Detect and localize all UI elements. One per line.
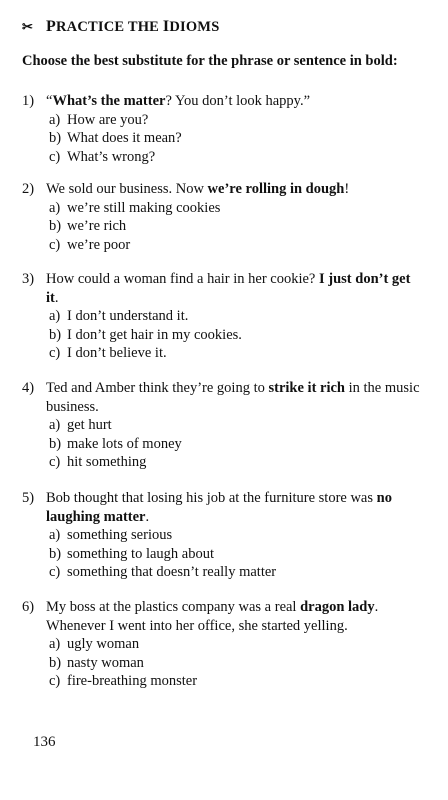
section-header <box>22 18 219 36</box>
page-number: 136 <box>33 734 56 750</box>
option-a[interactable]: a) get hurt <box>49 417 112 433</box>
question-stem: Ted and Amber think they’re going to strike it rich in the music business. <box>46 380 420 415</box>
option-c[interactable]: c) hit something <box>49 454 147 470</box>
option-c[interactable]: c) I don’t believe it. <box>49 345 167 361</box>
question-number: 2) <box>22 181 35 197</box>
option-c[interactable]: c) we’re poor <box>49 236 131 253</box>
question-stem: We sold our business. Now we’re rolling in dough! <box>46 181 350 197</box>
header-initial-2: I <box>162 18 170 35</box>
option-a[interactable]: a) we’re still making cookies <box>49 199 221 216</box>
option-b[interactable]: b) something to laugh about <box>49 545 214 562</box>
idiom-phrase: I just don’t get it <box>46 271 411 306</box>
question-number: 3) <box>22 271 35 287</box>
idiom-phrase: strike it rich <box>268 380 345 396</box>
option-b[interactable]: b) What does it mean? <box>49 130 182 146</box>
option-a[interactable]: a) ugly woman <box>49 636 140 652</box>
question-number: 5) <box>22 490 35 506</box>
question-stem: My boss at the plastics company was a real dragon lady. Whenever I went into her office, she started yelling. <box>46 599 379 634</box>
option-b[interactable]: b) make lots of money <box>49 435 182 452</box>
question-stem: Bob thought that losing his job at the furniture store was no laughing matter. <box>46 490 392 525</box>
question-number: 6) <box>22 599 35 615</box>
option-c[interactable]: c) something that doesn’t really matter <box>49 564 277 580</box>
header-text-1: RACTICE THE <box>55 19 163 35</box>
option-a[interactable]: a) something serious <box>49 527 173 543</box>
question-stem: “What’s the matter? You don’t look happy.” <box>46 93 311 109</box>
idiom-phrase: we’re rolling in dough <box>207 181 345 197</box>
question-number: 4) <box>22 380 35 396</box>
idiom-phrase: What’s the matter <box>52 93 166 109</box>
option-c[interactable]: c) What’s wrong? <box>49 148 156 165</box>
option-b[interactable]: b) nasty woman <box>49 654 144 671</box>
idiom-phrase: no laughing matter <box>46 490 392 525</box>
option-a[interactable]: a) How are you? <box>49 111 149 128</box>
option-b[interactable]: b) we’re rich <box>49 218 127 234</box>
header-text-2: DIOMS <box>169 19 220 35</box>
scissors-icon: ✂ <box>22 19 34 34</box>
question-stem: How could a woman find a hair in her cookie? I just don’t get it. <box>46 271 411 306</box>
option-a[interactable]: a) I don’t understand it. <box>49 308 189 324</box>
option-b[interactable]: b) I don’t get hair in my cookies. <box>49 326 242 343</box>
header-initial-1: P <box>46 18 56 35</box>
idiom-phrase: dragon lady <box>300 599 375 615</box>
option-c[interactable]: c) fire-breathing monster <box>49 673 198 689</box>
instructions: Choose the best substitute for the phrase or sentence in bold: <box>22 53 398 69</box>
question-number: 1) <box>22 93 35 109</box>
